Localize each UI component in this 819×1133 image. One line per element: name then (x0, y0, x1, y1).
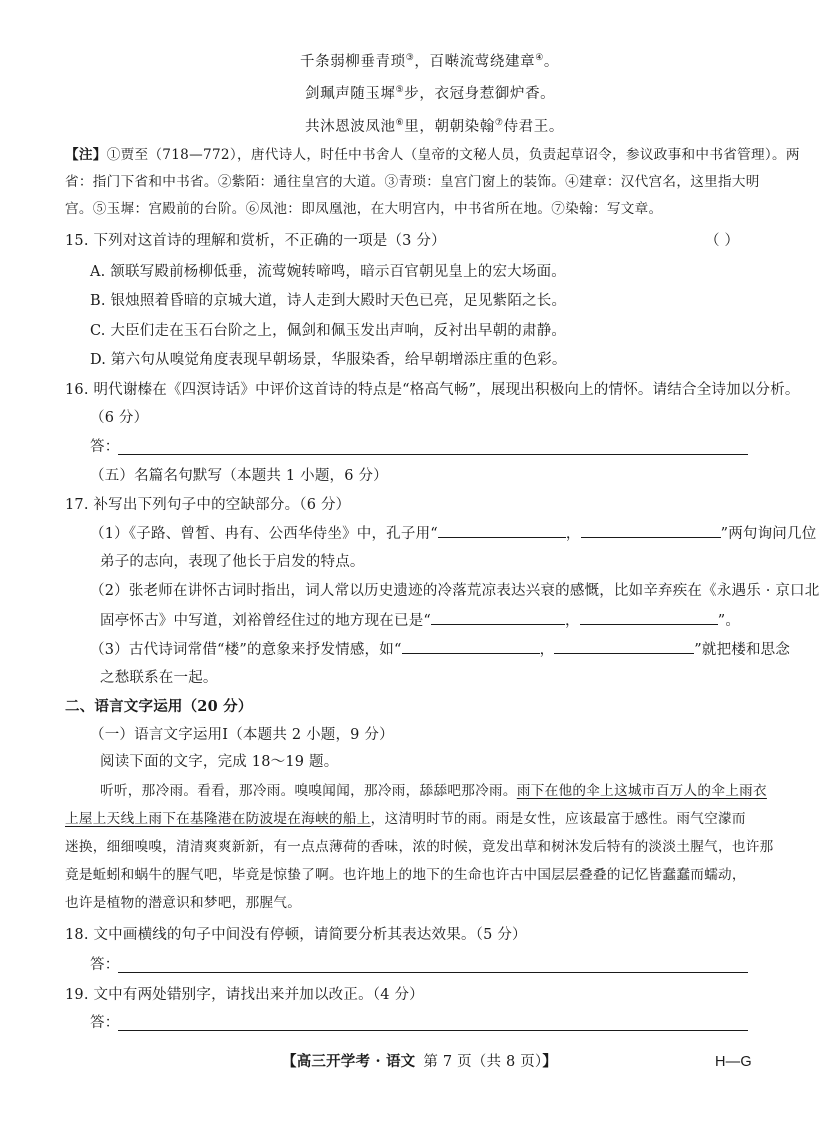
q17-item-text: （1）《子路、曾皙、冉有、公西华侍坐》中，孔子用“ (90, 526, 438, 542)
q15-answer-bracket[interactable]: （ ） (705, 233, 740, 249)
poem-line-3: 千条弱柳垂青琐③，百啭流莺绕建章④。 (300, 53, 559, 70)
passage-text: ，这清明时节的雨。雨是女性，应该最富于感性。雨气空濛而 (370, 811, 746, 827)
q18-answer-line[interactable] (118, 972, 748, 973)
footer-bracket: 】 (542, 1053, 558, 1070)
part-two-heading: 二、语言文字运用（20 分） (65, 698, 253, 715)
notes-line-3: 宫。⑤玉墀：宫殿前的台阶。⑥凤池：即凤凰池，在大明宫内，中书省所在地。⑦染翰：写文章。 (65, 201, 663, 217)
q17-item-3 (90, 639, 790, 660)
q17-item-3-cont: 之愁联系在一起。 (100, 670, 218, 686)
q17-blank-3a[interactable] (402, 639, 540, 654)
notes-line-2: 省：指门下省和中书省。②紫陌：通往皇宫的大道。③青琐：皇宫门窗上的装饰。④建章：汉代宫名，这里指大明 (65, 174, 760, 190)
passage-line-5: 也许是植物的潜意识和梦吧，那腥气。 (65, 895, 302, 911)
poem-text: 剑珮声随玉墀 (305, 85, 396, 102)
footer-page-number: 第 7 页（共 8 页） (423, 1054, 543, 1070)
q17-blank-2b[interactable] (580, 610, 718, 625)
q15-option-c: C. 大臣们走在玉石台阶之上，佩剑和佩玉发出声响，反衬出早朝的肃静。 (90, 323, 567, 339)
passage-underlined: 雨下在他的伞上这城市百万人的伞上雨衣 (516, 783, 767, 799)
poem-line-5: 共沐恩波凤池⑥里，朝朝染翰⑦侍君王。 (305, 118, 564, 135)
footer-page-info (282, 1052, 557, 1072)
poem-text: 千条弱柳垂青琐 (300, 53, 406, 70)
q15-stem: 15. 下列对这首诗的理解和赏析，不正确的一项是（3 分） (65, 233, 446, 249)
passage-line-3: 迷换，细细嗅嗅，清清爽爽新新，有一点点薄荷的香味，浓的时候，竟发出草和树沐发后特有的淡淡土腥气，也许那 (65, 839, 774, 855)
q17-stem: 17. 补写出下列句子中的空缺部分。（6 分） (65, 497, 351, 513)
poem-text: ，百啭流莺绕建章 (414, 53, 536, 70)
q17-item-text: ， (565, 613, 580, 629)
q17-blank-2a[interactable] (431, 610, 565, 625)
q17-blank-3b[interactable] (554, 639, 694, 654)
passage-line-1 (100, 781, 767, 801)
passage-line-4: 竟是蚯蚓和蜗牛的腥气吧，毕竟是惊蛰了啊。也许地上的地下的生命也许古中国层层叠叠的记忆皆蠢蠢而蠕动， (65, 867, 746, 883)
q19-answer-line[interactable] (118, 1030, 748, 1031)
footer-code: H—G (715, 1054, 752, 1070)
q15-option-b: B. 银烛照着昏暗的京城大道，诗人走到大殿时天色已亮，足见紫陌之长。 (90, 293, 567, 309)
q19-stem: 19. 文中有两处错别字，请找出来并加以改正。（4 分） (65, 987, 424, 1003)
poem-text: 共沐恩波凤池 (305, 118, 396, 135)
q16-answer-line[interactable] (118, 454, 748, 455)
q17-item-text: 固亭怀古》中写道，刘裕曾经住过的地方现在已是“ (100, 613, 432, 629)
passage-line-2 (65, 809, 746, 829)
passage-text: 听听，那冷雨。看看，那冷雨。嗅嗅闻闻，那冷雨，舔舔吧那冷雨。 (100, 783, 517, 799)
reading-instruction: 阅读下面的文字，完成 18～19 题。 (100, 754, 339, 770)
footer-exam-title: 【高三开学考 · 语文 (282, 1053, 416, 1070)
part-two-subheading: （一）语言文字运用Ⅰ（本题共 2 小题，9 分） (90, 727, 394, 743)
q15-option-a: A. 颔联写殿前杨柳低垂，流莺婉转啼鸣，暗示百官朝见皇上的宏大场面。 (90, 264, 566, 280)
poem-line-4: 剑珮声随玉墀⑤步，衣冠身惹御炉香。 (305, 85, 556, 102)
q17-item-2: （2）张老师在讲怀古词时指出，词人常以历史遗迹的冷落荒凉表达兴衰的感慨，比如辛弃疾在《永遇乐 · 京口北 (90, 583, 819, 599)
q17-item-text: ， (539, 642, 555, 658)
q16-score: （6 分） (90, 410, 149, 426)
poem-text: 侍君王。 (503, 118, 564, 135)
q17-item-text: ”。 (717, 613, 741, 629)
q16-answer-label: 答： (90, 439, 120, 455)
q17-item-1-cont: 弟子的志向，表现了他长于启发的特点。 (100, 554, 365, 570)
notes-text: ①贾至（718—772），唐代诗人，时任中书舍人（皇帝的文秘人员，负责起草诏令，参议政事和中书省管理）。两 (106, 147, 800, 163)
q17-item-text: ”就把楼和思念 (694, 642, 791, 658)
q17-item-text: （3）古代诗词常借“楼”的意象来抒发情感，如“ (90, 642, 402, 658)
q18-stem: 18. 文中画横线的句子中间没有停顿，请简要分析其表达效果。（5 分） (65, 927, 527, 943)
poem-text: 里，朝朝染翰 (404, 118, 495, 135)
passage-underlined: 上屋上天线上雨下在基隆港在防波堤在海峡的船上 (65, 811, 371, 827)
q17-item-text: ， (565, 526, 581, 542)
q17-blank-1b[interactable] (581, 523, 721, 538)
q19-answer-label: 答： (90, 1015, 120, 1031)
poem-text: 步，衣冠身惹御炉香。 (404, 85, 556, 102)
poem-text: 。 (543, 53, 559, 70)
q17-item-1 (90, 523, 816, 544)
q15-option-d: D. 第六句从嗅觉角度表现早朝场景，华服染香，给早朝增添庄重的色彩。 (90, 352, 567, 368)
q18-answer-label: 答： (90, 957, 120, 973)
q17-item-2-cont (100, 610, 740, 631)
q17-blank-1a[interactable] (438, 523, 566, 538)
q17-item-text: ”两句询问几位 (720, 526, 817, 542)
notes-label: 【注】 (65, 147, 107, 163)
notes-line-1 (65, 145, 800, 165)
section-five-heading: （五）名篇名句默写（本题共 1 小题，6 分） (90, 468, 388, 484)
q16-stem: 16. 明代谢榛在《四溟诗话》中评价这首诗的特点是“格高气畅”，展现出积极向上的情怀。请结合全诗加以分析。 (65, 382, 800, 398)
